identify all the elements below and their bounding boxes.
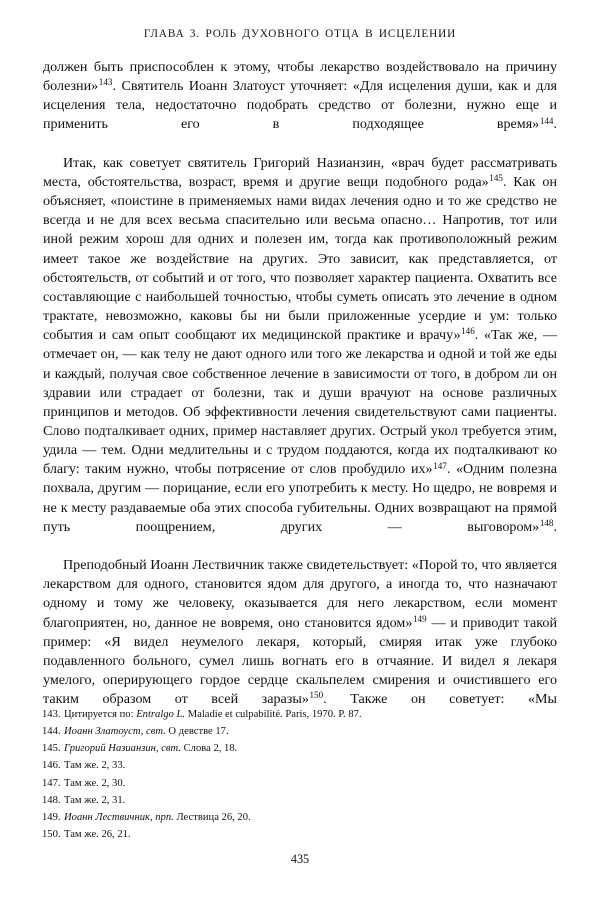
footnote-reference[interactable]: 150 — [309, 690, 324, 701]
footnote-number: 145. — [42, 743, 61, 755]
footnote-item — [42, 757, 557, 774]
footnote-item — [42, 809, 557, 826]
page-number: 435 — [290, 852, 310, 866]
footnote-number: 146. — [42, 760, 61, 772]
footnote-text: Григорий Назианзин, свт. Слова 2, 18. — [64, 743, 238, 755]
footnote-item — [42, 792, 557, 809]
footnote-reference[interactable]: 148 — [539, 518, 554, 529]
footnote-text: Иоанн Лествичник, прп. Лествица 26, 20. — [64, 811, 251, 823]
body-paragraph: Итак, как советует святитель Григорий Назианзин, «врач будет рассматривать места, обстоятельства, возраст, время и другие вещи подобного рода»$^{145}$. Как он объясняет, «поистине в применяемых нами видах лечения одно и то же средство не всегда и не для всех весьма спасительно или весьма опасно… Напротив, тот или иной режим хорош для одних и полезен им, тогда как противоположный режим имеет такое же воздействие на других. Это зависит, как представляется, от обстоятельств, от событий и от того, что позволяет характер пациента. Охватить все составляющие с наибольшей точностью, чтобы суметь описать это лечение в одном трактате, невозможно, каковы бы ни были приложенные усердие и ум: только события и сам опыт сообщают их медицинской практике и врачу»$^{146}$. «Так же, — отмечает он, — как телу не дают одного или того же лекарства и одной и той же еды и каждый, получая свое собственное лечение в зависимости от того, в добром ли он здравии или страдает от болезни, так и души врачуют на основе различных принципов и методов. Об эффективности лечения свидетельствуют сами пациенты. Слово подталкивает одних, пример наставляет других. Острый укол требуется этим, удила — тем. Одни медлительны и с трудом поддаются, когда их подталкивают ко благу: таким нужно, чтобы потрясение от слов пробудило их»$^{147}$. «Одним полезна похвала, другим — порицание, если его употребить к месту. Но щедро, не вовремя и не к месту раздаваемые оба этих способа губительны. Одних возвращают на прямой путь поощрением, других — выговором»$^{148}$. — [43, 154, 558, 535]
footnote-number: 143. — [42, 709, 61, 720]
footnote-number: 147. — [42, 777, 61, 789]
body-text-block — [43, 58, 557, 728]
footnote-number: 150. — [42, 829, 61, 841]
footnote-item — [42, 740, 557, 757]
citation-author: Иоанн Златоуст, свт. — [64, 726, 166, 738]
footnote-text: Цитируется по: Entralgo L. Maladie et culpabilité. Paris, 1970. P. 87. — [64, 709, 362, 720]
citation-author: Иоанн Лествичник, прп. — [64, 811, 174, 823]
citation-author: Entralgo L. — [136, 709, 186, 720]
citation-author: Григорий Назианзин, свт. — [64, 743, 181, 755]
footnote-text: Там же. 26, 21. — [64, 829, 131, 841]
footnotes-block — [42, 706, 557, 843]
footnote-item — [42, 723, 557, 740]
footnote-text: Иоанн Златоуст, свт. О девстве 17. — [64, 726, 229, 738]
footnote-reference[interactable]: 149 — [413, 613, 427, 624]
footnote-number: 144. — [42, 726, 61, 738]
footnote-item — [42, 706, 557, 723]
footnote-item — [42, 775, 557, 792]
footnote-reference[interactable]: 146 — [461, 326, 475, 337]
footnote-reference[interactable]: 143 — [98, 77, 113, 88]
footnote-reference[interactable]: 147 — [433, 460, 447, 471]
footnote-reference[interactable]: 144 — [539, 115, 554, 126]
footnote-number: 148. — [42, 794, 61, 806]
footnote-text: Там же. 2, 31. — [64, 794, 126, 806]
footnote-reference[interactable]: 145 — [489, 173, 503, 184]
footnote-number: 149. — [42, 811, 61, 823]
footnote-text: Там же. 2, 30. — [64, 777, 126, 789]
body-paragraph: должен быть приспособлен к этому, чтобы лекарство воздействовало на причину болезни»$^{143}$. Святитель Иоанн Златоуст уточняет: «Для исцеления души, как и для исцеления тела, недостаточно подобрать средство от болезни, нужно еще и применить его в подходящее время»$^{144}$. — [43, 59, 557, 133]
body-paragraph: Преподобный Иоанн Лествичник также свидетельствует: «Порой то, что является лекарством для одного, становится ядом для другого, а иногда то, что назначают одному и тому же человеку, оказывается для него лекарством, если момент благоприятен, но, данное не вовремя, оно становится ядом»$^{149}$ — и приводит такой пример: «Я видел неумелого лекаря, который, смиряя итак уже глубоко подавленного больного, сумел лишь вогнать его в отчаяние. И видел я лекаря умелого, оперирующего гордое сердце скальпелем смирения и очистившего его таким образом от всей заразы»$^{150}$. Также он советует: «Мы — [43, 557, 558, 708]
footnote-item — [42, 826, 557, 843]
footnote-text: Там же. 2, 33. — [64, 760, 126, 772]
running-head: ГЛАВА 3. РОЛЬ ДУХОВНОГО ОТЦА В ИСЦЕЛЕНИИ — [143, 28, 457, 40]
